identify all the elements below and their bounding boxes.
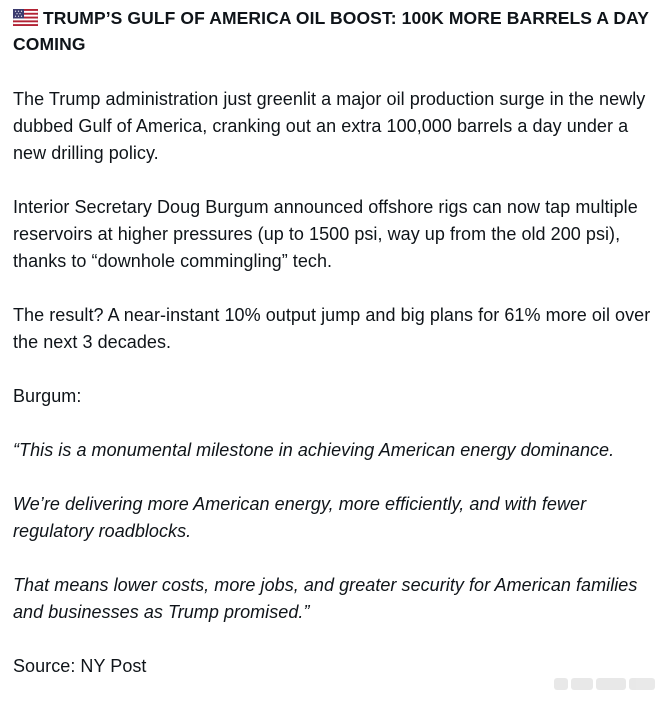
paragraph-result: The result? A near-instant 10% output jump and big plans for 61% more oil over the next 3 decades. xyxy=(13,305,651,352)
us-flag-icon xyxy=(13,9,38,26)
watermark-logo xyxy=(554,676,659,692)
quote-paragraph-3: That means lower costs, more jobs, and greater security for American families and businesses as Trump promised.” xyxy=(13,575,638,622)
post-body xyxy=(13,5,658,680)
paragraph-speaker: Burgum: xyxy=(13,386,82,406)
headline-text: TRUMP’S GULF OF AMERICA OIL BOOST: 100K MORE BARRELS A DAY COMING xyxy=(13,8,649,54)
source-line: Source: NY Post xyxy=(13,656,147,676)
post-headline xyxy=(13,5,658,57)
quote-paragraph-1: “This is a monumental milestone in achieving American energy dominance. xyxy=(13,440,615,460)
quote-paragraph-2: We’re delivering more American energy, more efficiently, and with fewer regulatory roadblocks. xyxy=(13,494,587,541)
paragraph-announcement: The Trump administration just greenlit a major oil production surge in the newly dubbed Gulf of America, cranking out an extra 100,000 barrels a day under a new drilling policy. xyxy=(13,89,646,163)
paragraph-details: Interior Secretary Doug Burgum announced offshore rigs can now tap multiple reservoirs at higher pressures (up to 1500 psi, way up from the old 200 psi), thanks to “downhole commingling” tech. xyxy=(13,197,638,271)
